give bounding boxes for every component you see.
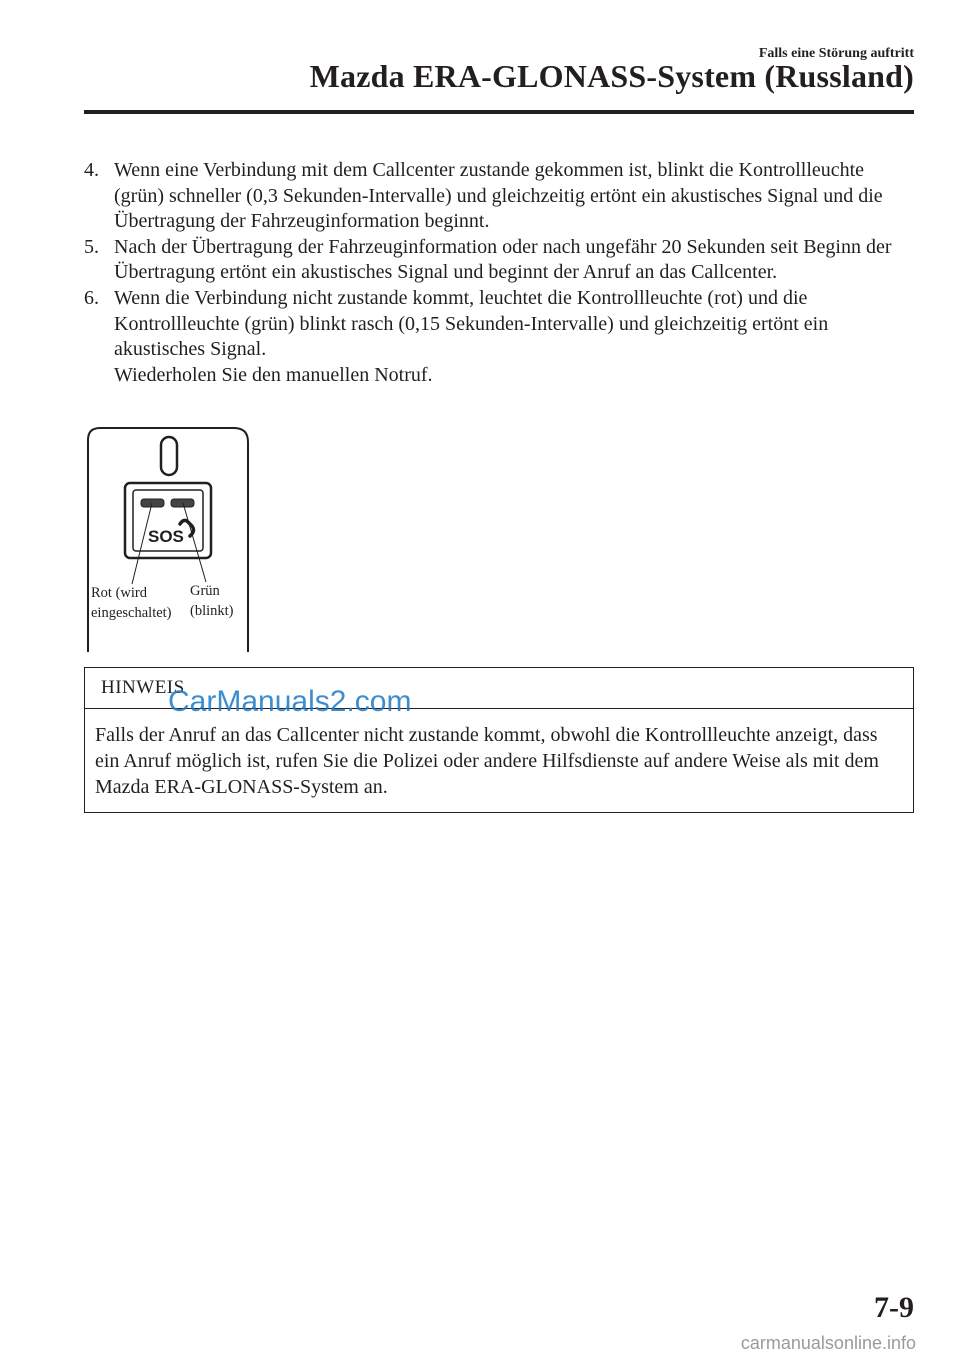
- red-light-label: Rot (wird eingeschaltet): [91, 585, 172, 621]
- watermark-link[interactable]: CarManuals2.com: [168, 685, 412, 718]
- step-number: 4.: [84, 159, 99, 181]
- note-body: Falls der Anruf an das Callcenter nicht zustande kommt, obwohl die Kontrollleuchte anzeigt, dass ein Anruf möglich ist, rufen Sie die Polizei oder andere Hilfsdienste auf andere Weise als mit dem Mazda ERA-GLONASS-System an.: [95, 724, 879, 798]
- red-indicator-light: [141, 499, 164, 507]
- step-text: Wenn eine Verbindung mit dem Callcenter zustande gekommen ist, blinkt die Kontrollleuchte (grün) schneller (0,3 Sekunden-Intervalle) und gleichzeitig ertönt ein akustisches Signal und die Übertragung der Fahrzeuginformation beginnt.: [114, 159, 883, 233]
- sos-button-label: SOS: [148, 527, 184, 546]
- list-item: [84, 235, 914, 286]
- page-title: Mazda ERA-GLONASS-System (Russland): [309, 58, 914, 94]
- section-header: Falls eine Störung auftritt: [758, 46, 914, 61]
- ceiling-slot: [161, 437, 177, 475]
- note-heading: HINWEIS: [85, 668, 913, 709]
- title-rule: [84, 110, 914, 114]
- step-text: Wenn die Verbindung nicht zustande kommt, leuchtet die Kontrollleuchte (rot) und die Kontrollleuchte (grün) blinkt rasch (0,15 Sekunden-Intervalle) und gleichzeitig ertönt ein akustisches Signal.: [114, 286, 829, 361]
- steps-list: [84, 158, 914, 388]
- step-extra-text: Wiederholen Sie den manuellen Notruf.: [114, 363, 433, 386]
- page-number: 7-9: [874, 1291, 914, 1324]
- list-item: [84, 286, 914, 388]
- sos-figure: [84, 424, 256, 652]
- footer-watermark[interactable]: carmanualsonline.info: [740, 1333, 916, 1353]
- green-indicator-light: [171, 499, 194, 507]
- step-text: Nach der Übertragung der Fahrzeuginformation oder nach ungefähr 20 Sekunden seit Beginn der Übertragung ertönt ein akustisches Signal und beginnt der Anruf an das Callcenter.: [114, 235, 892, 284]
- list-item: [84, 158, 914, 235]
- step-number: 5.: [84, 235, 99, 258]
- green-light-label: Grün (blinkt): [190, 583, 234, 619]
- step-number: 6.: [84, 286, 99, 309]
